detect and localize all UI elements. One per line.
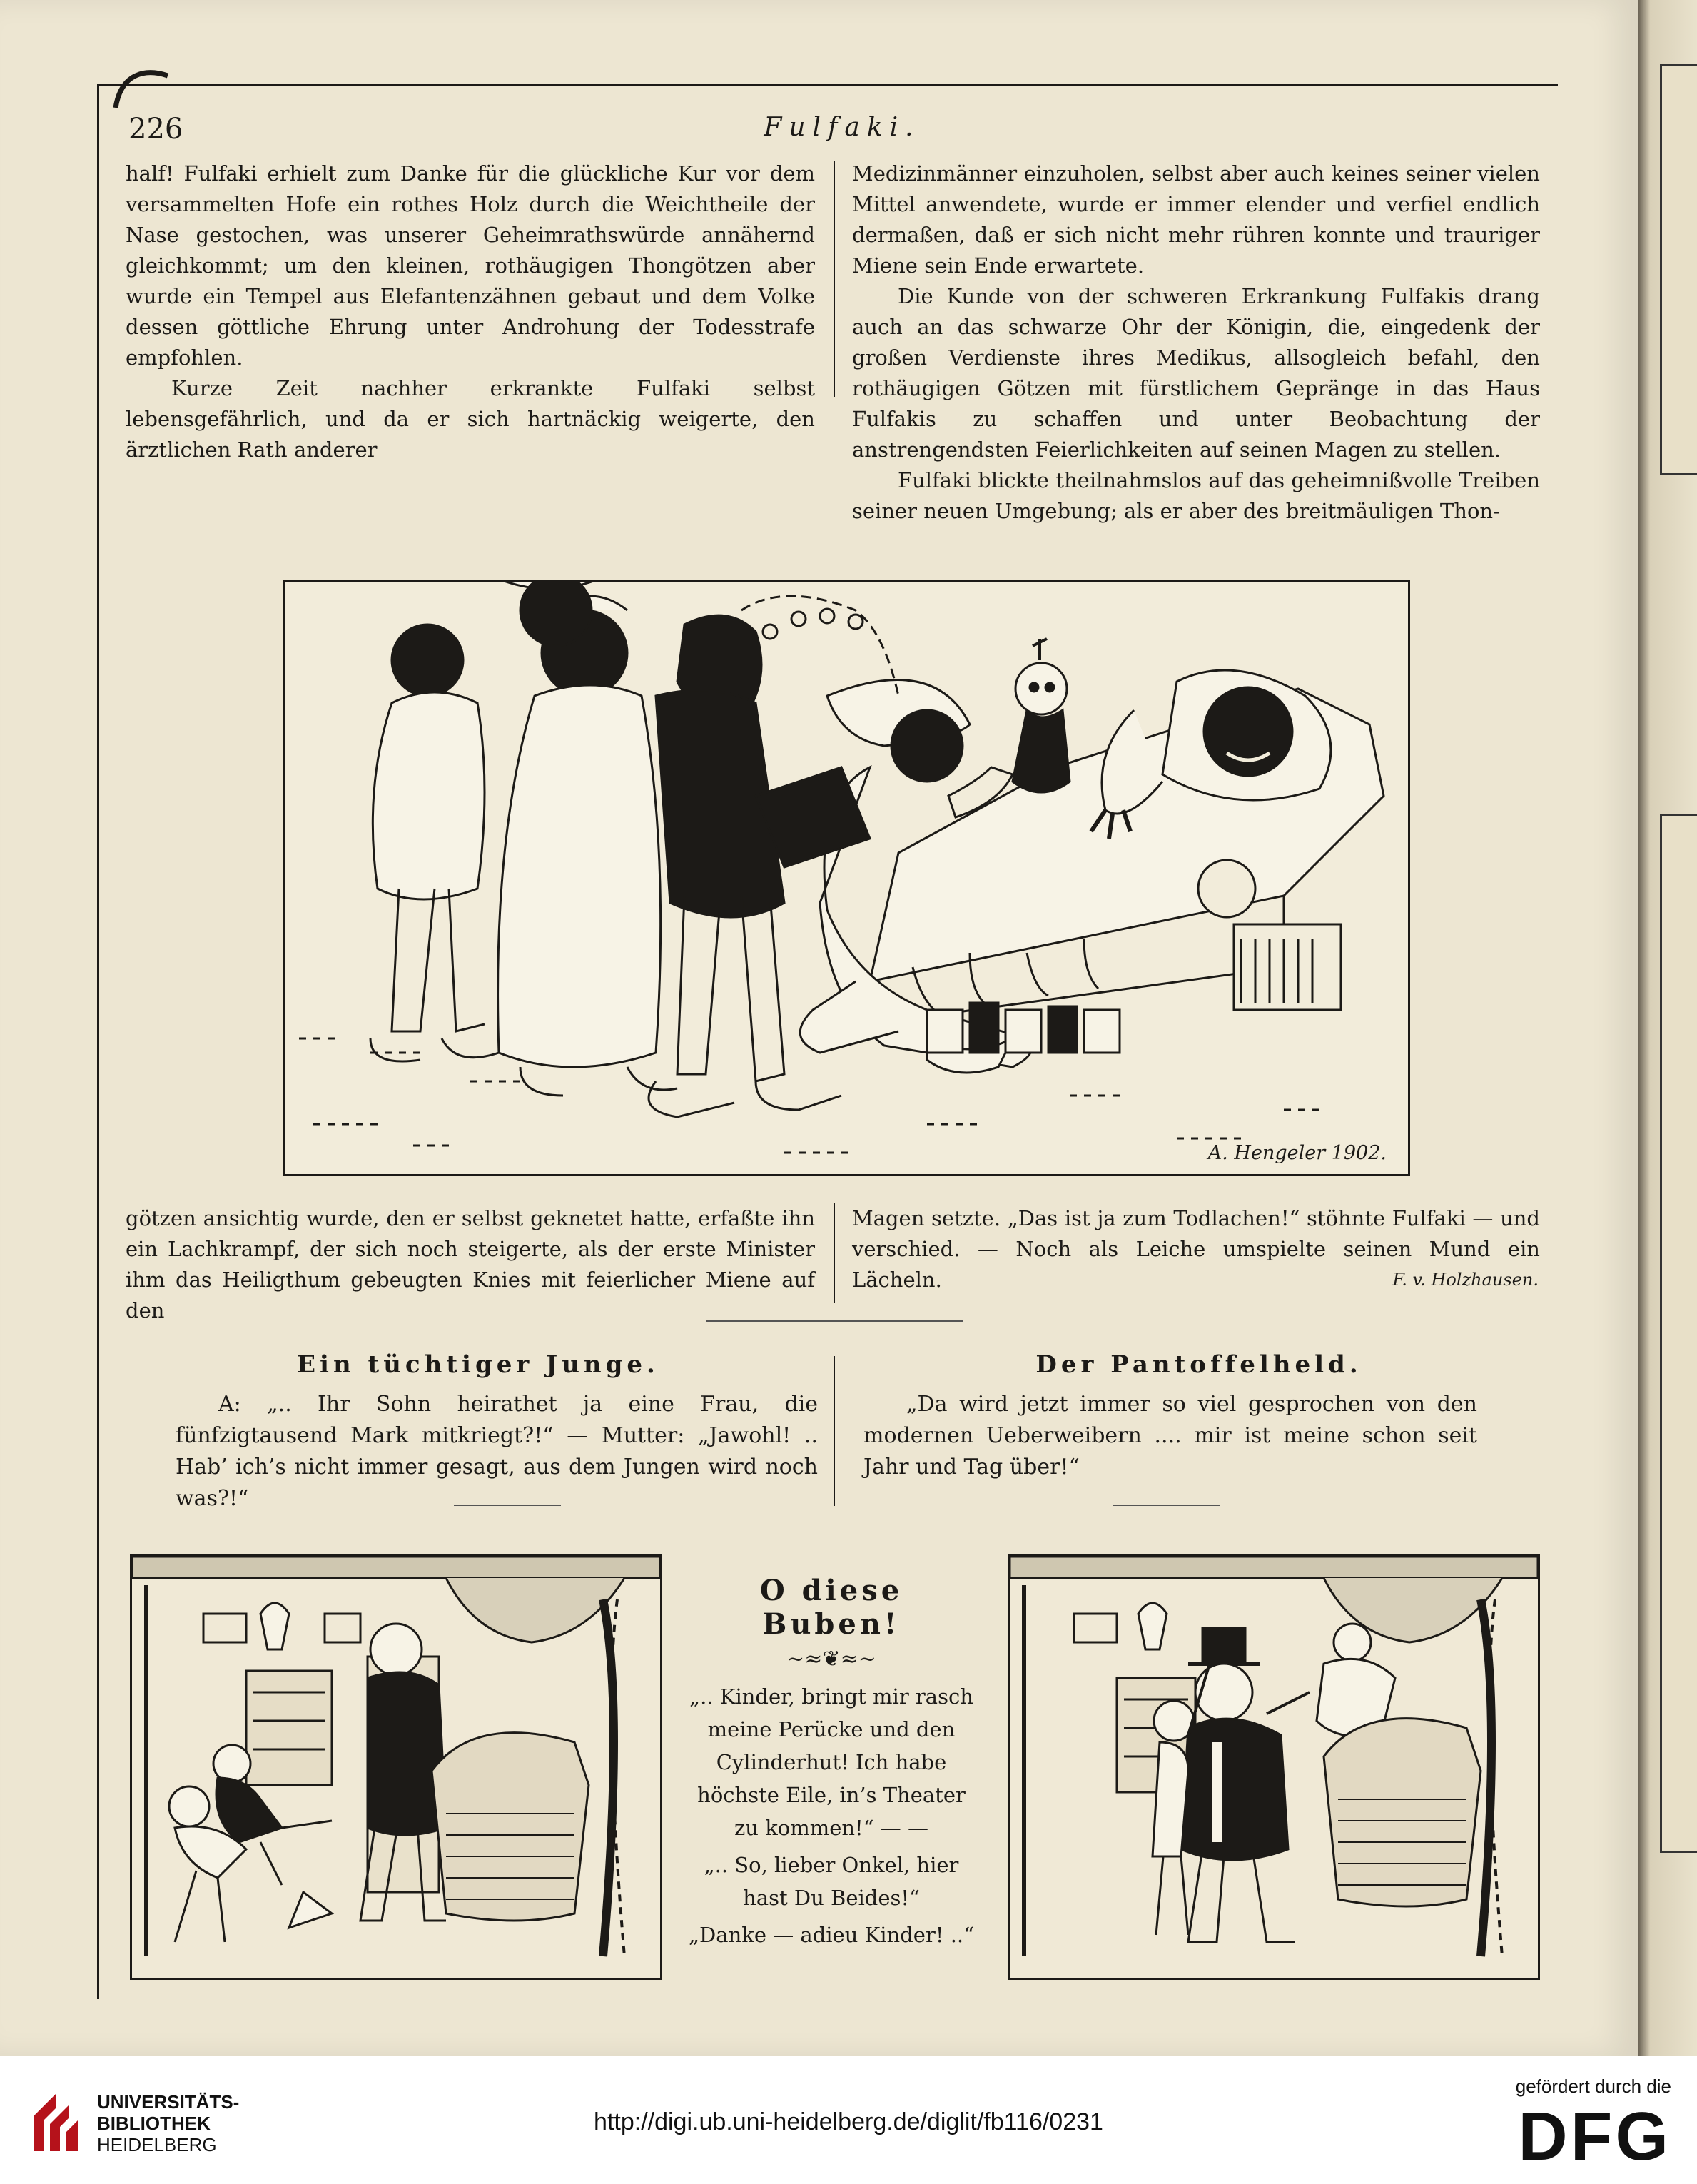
source-url-link[interactable]: http://digi.ub.uni-heidelberg.de/diglit/fb116/0231: [594, 2108, 1103, 2135]
story-illustration: [283, 580, 1410, 1176]
story-paragraph: half! Fulfaki erhielt zum Danke für die glückliche Kur vor dem versammelten Hofe ein rothes Holz durch die Weichtheile der Nase gestochen, was unserer Geheimrathswürde annähernd gleichkommt; um den kleinen, rothäugigen Thongötzen aber wurde ein Tempel aus Elefantenzähnen gebaut und dem Volke dessen göttliche Ehrung unter Androhung der Todesstrafe empfohlen.: [126, 161, 815, 370]
page-header: [128, 113, 1556, 148]
separator-line: [1113, 1505, 1220, 1506]
library-name-line: BIBLIOTHEK: [97, 2113, 211, 2134]
adjacent-page-illustration: [1660, 814, 1697, 1853]
library-name-line: UNIVERSITÄTS-: [97, 2091, 240, 2113]
cartoon-panel-left: [130, 1554, 662, 1980]
joke-paragraph: A: „.. Ihr Sohn heirathet ja eine Frau, die fünfzigtausend Mark mitkriegt?!“ — Mutter: „Jawohl! .. Hab’ ich’s nicht immer gesagt, aus dem Jungen wird noch was?!“: [176, 1392, 818, 1511]
column-divider: [834, 161, 835, 397]
uncle-with-wig-drawing: [1010, 1557, 1538, 1978]
joke-paragraph: „Da wird jetzt immer so viel gesprochen von den modernen Ueberweibern .... mir ist meine schon seit Jahr und Tag über!“: [863, 1392, 1477, 1480]
cartoon-story: [685, 1574, 978, 1956]
illustrator-signature: A. Hengeler 1902.: [1207, 1142, 1387, 1164]
story-paragraph: götzen ansichtig wurde, den er selbst geknetet hatte, erfaßte ihn ein Lachkrampf, der sich noch steigerte, als der erste Minister ihm das Heiligthum gebeugten Knies mit feierlicher Miene auf den: [126, 1206, 815, 1323]
separator-line: [706, 1320, 963, 1322]
column-divider: [834, 1356, 835, 1506]
story-paragraph: Magen setzte. „Das ist ja zum Todlachen!“ stöhnte Fulfaki — und verschied. — Noch als Leiche umspielte seinen Mund ein Lächeln.: [852, 1206, 1540, 1292]
story-column-right-top: [852, 158, 1540, 527]
joke-text-right: [863, 1389, 1477, 1483]
sponsor-label: gefördert durch die: [1515, 2076, 1671, 2097]
story-column-left-top: [126, 158, 815, 465]
running-title: Fulfaki.: [764, 113, 921, 142]
joke-title-right: Der Pantoffelheld.: [1035, 1350, 1362, 1379]
cartoon-story-line: „Danke — adieu Kinder! ..“: [689, 1923, 974, 1947]
story-author: F. v. Holzhausen.: [1392, 1270, 1539, 1290]
page-number: 226: [128, 113, 183, 146]
story-paragraph: Medizinmänner einzuholen, selbst aber auch keines seiner vielen Mittel anwendete, wurde er immer elender und verfiel endlich dermaßen, daß er sich nicht mehr rühren konnte und trauriger Miene sein Ende erwartete.: [852, 161, 1540, 278]
joke-text-left: [176, 1389, 818, 1515]
story-paragraph: Fulfaki blickte theilnahmslos auf das geheimnißvolle Treiben seiner neuen Umgebung; als er aber des breitmäuligen Thon-: [852, 468, 1540, 523]
library-name-line: HEIDELBERG: [97, 2134, 217, 2155]
boys-running-drawing: [132, 1557, 660, 1978]
cartoon-story-line: „.. So, lieber Onkel, hier hast Du Beides!“: [704, 1853, 959, 1910]
adjacent-page-edge: [1638, 0, 1697, 2056]
cartoon-story-title: O diese Buben!: [759, 1574, 903, 1641]
separator-line: [454, 1505, 561, 1506]
footer-bar: [0, 2056, 1697, 2184]
cartoon-story-text: [685, 1680, 978, 1951]
cartoon-story-line: „.. Kinder, bringt mir rasch meine Perücke und den Cylinderhut! Ich habe höchste Eile, in’s Theater zu kommen!“ — —: [689, 1684, 973, 1840]
story-column-left-bottom: [126, 1203, 815, 1326]
adjacent-page-illustration: [1660, 64, 1697, 475]
title-flourish: ~≈❦≈~: [786, 1647, 876, 1672]
cartoon-panel-right: [1008, 1554, 1540, 1980]
sickbed-scene-drawing: [285, 582, 1408, 1174]
story-paragraph: Die Kunde von der schweren Erkrankung Fulfakis drang auch an das schwarze Ohr der Königin, die, eingedenk der großen Verdienste ihres Medikus, allsogleich befahl, den rothäugigen Götzen mit fürstlichem Gepränge in das Haus Fulfakis zu schaffen und unter Beobachtung der anstrengendsten Feierlichkeiten auf seinen Magen zu stellen.: [852, 284, 1540, 462]
column-divider: [834, 1203, 835, 1303]
story-paragraph: Kurze Zeit nachher erkrankte Fulfaki selbst lebensgefährlich, und da er sich hartnäckig weigerte, den ärztlichen Rath anderer: [126, 376, 815, 462]
joke-title-left: Ein tüchtiger Junge.: [297, 1350, 659, 1379]
dfg-logo: DFG: [1518, 2098, 1671, 2175]
